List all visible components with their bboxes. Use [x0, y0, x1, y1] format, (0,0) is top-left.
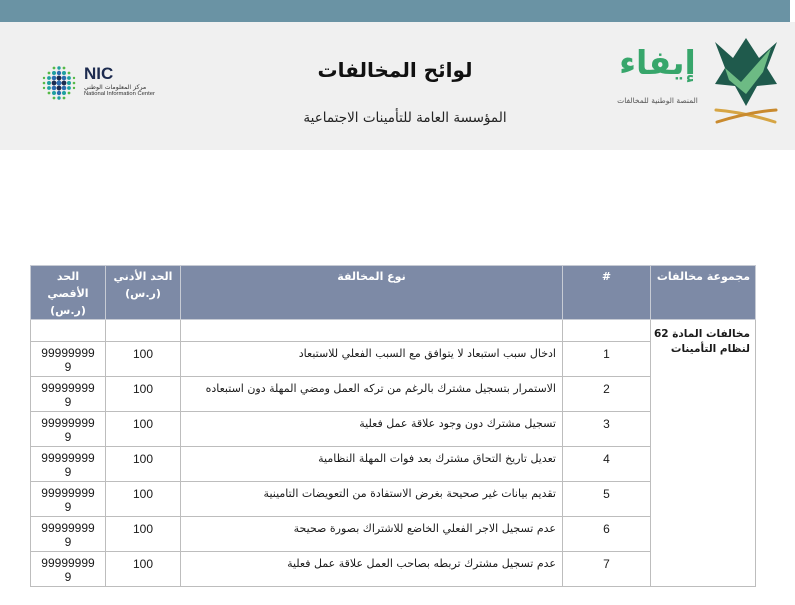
nic-dots-icon	[42, 64, 76, 101]
violation-number: 7	[563, 552, 651, 587]
min-fine: 100	[106, 342, 181, 377]
column-header-group: مجموعة مخالفات	[651, 266, 756, 320]
table-row	[31, 342, 756, 377]
top-accent-bar	[0, 0, 790, 22]
nic-logo-name-ar: مركز المعلومات الوطني	[84, 84, 147, 91]
column-header-number: #	[563, 266, 651, 320]
ifaa-logo-wordmark: إيفاء	[619, 43, 696, 82]
nic-logo-name-en: National Information Center	[84, 91, 155, 97]
min-fine: 100	[106, 377, 181, 412]
column-header-violation-type: نوع المخالفة	[181, 266, 563, 320]
max-fine: 999999999	[31, 447, 106, 482]
ifaa-logo-tagline: المنصة الوطنية للمخالفات	[617, 96, 698, 105]
violation-description: عدم تسجيل مشترك تربطه بصاحب العمل علاقة عمل فعلية	[181, 552, 563, 587]
min-fine: 100	[106, 447, 181, 482]
violation-description: تعديل تاريخ التحاق مشترك بعد فوات المهلة النظامية	[181, 447, 563, 482]
max-fine: 999999999	[31, 552, 106, 587]
nic-logo-acronym: NIC	[84, 64, 114, 83]
table-row	[31, 552, 756, 587]
max-fine: 999999999	[31, 377, 106, 412]
violation-description: الاستمرار بتسجيل مشترك بالرغم من تركه العمل ومضي المهلة دون استبعاده	[181, 377, 563, 412]
column-header-max-fine: الحد الأقصي (ر.س)	[31, 266, 106, 320]
column-header-min-fine: الحد الأدني (ر.س)	[106, 266, 181, 320]
violations-table	[30, 265, 756, 587]
violation-number: 4	[563, 447, 651, 482]
violation-group-label: مخالفات المادة 62 لنظام التأمينات	[651, 320, 756, 587]
min-fine: 100	[106, 552, 181, 587]
min-fine: 100	[106, 517, 181, 552]
violation-number: 5	[563, 482, 651, 517]
table-row	[31, 482, 756, 517]
violation-number: 6	[563, 517, 651, 552]
page-title: لوائح المخالفات	[317, 58, 473, 82]
violation-description: تسجيل مشترك دون وجود علاقة عمل فعلية	[181, 412, 563, 447]
max-fine: 999999999	[31, 342, 106, 377]
violation-number: 3	[563, 412, 651, 447]
violation-description: عدم تسجيل الاجر الفعلي الخاضع للاشتراك بصورة صحيحة	[181, 517, 563, 552]
violation-description: تقديم بيانات غير صحيحة بغرض الاستفادة من التعويضات التامينية	[181, 482, 563, 517]
ifaa-emblem-icon	[713, 38, 779, 126]
spacer-row	[31, 320, 756, 342]
table-row	[31, 377, 756, 412]
violation-number: 1	[563, 342, 651, 377]
page-subtitle: المؤسسة العامة للتأمينات الاجتماعية	[303, 110, 507, 126]
violation-description: ادخال سبب استبعاد لا يتوافق مع السبب الفعلي للاستبعاد	[181, 342, 563, 377]
violation-number: 2	[563, 377, 651, 412]
table-header-row	[31, 266, 756, 320]
max-fine: 999999999	[31, 517, 106, 552]
max-fine: 999999999	[31, 412, 106, 447]
min-fine: 100	[106, 482, 181, 517]
max-fine: 999999999	[31, 482, 106, 517]
table-row	[31, 517, 756, 552]
table-row	[31, 412, 756, 447]
min-fine: 100	[106, 412, 181, 447]
table-row	[31, 447, 756, 482]
